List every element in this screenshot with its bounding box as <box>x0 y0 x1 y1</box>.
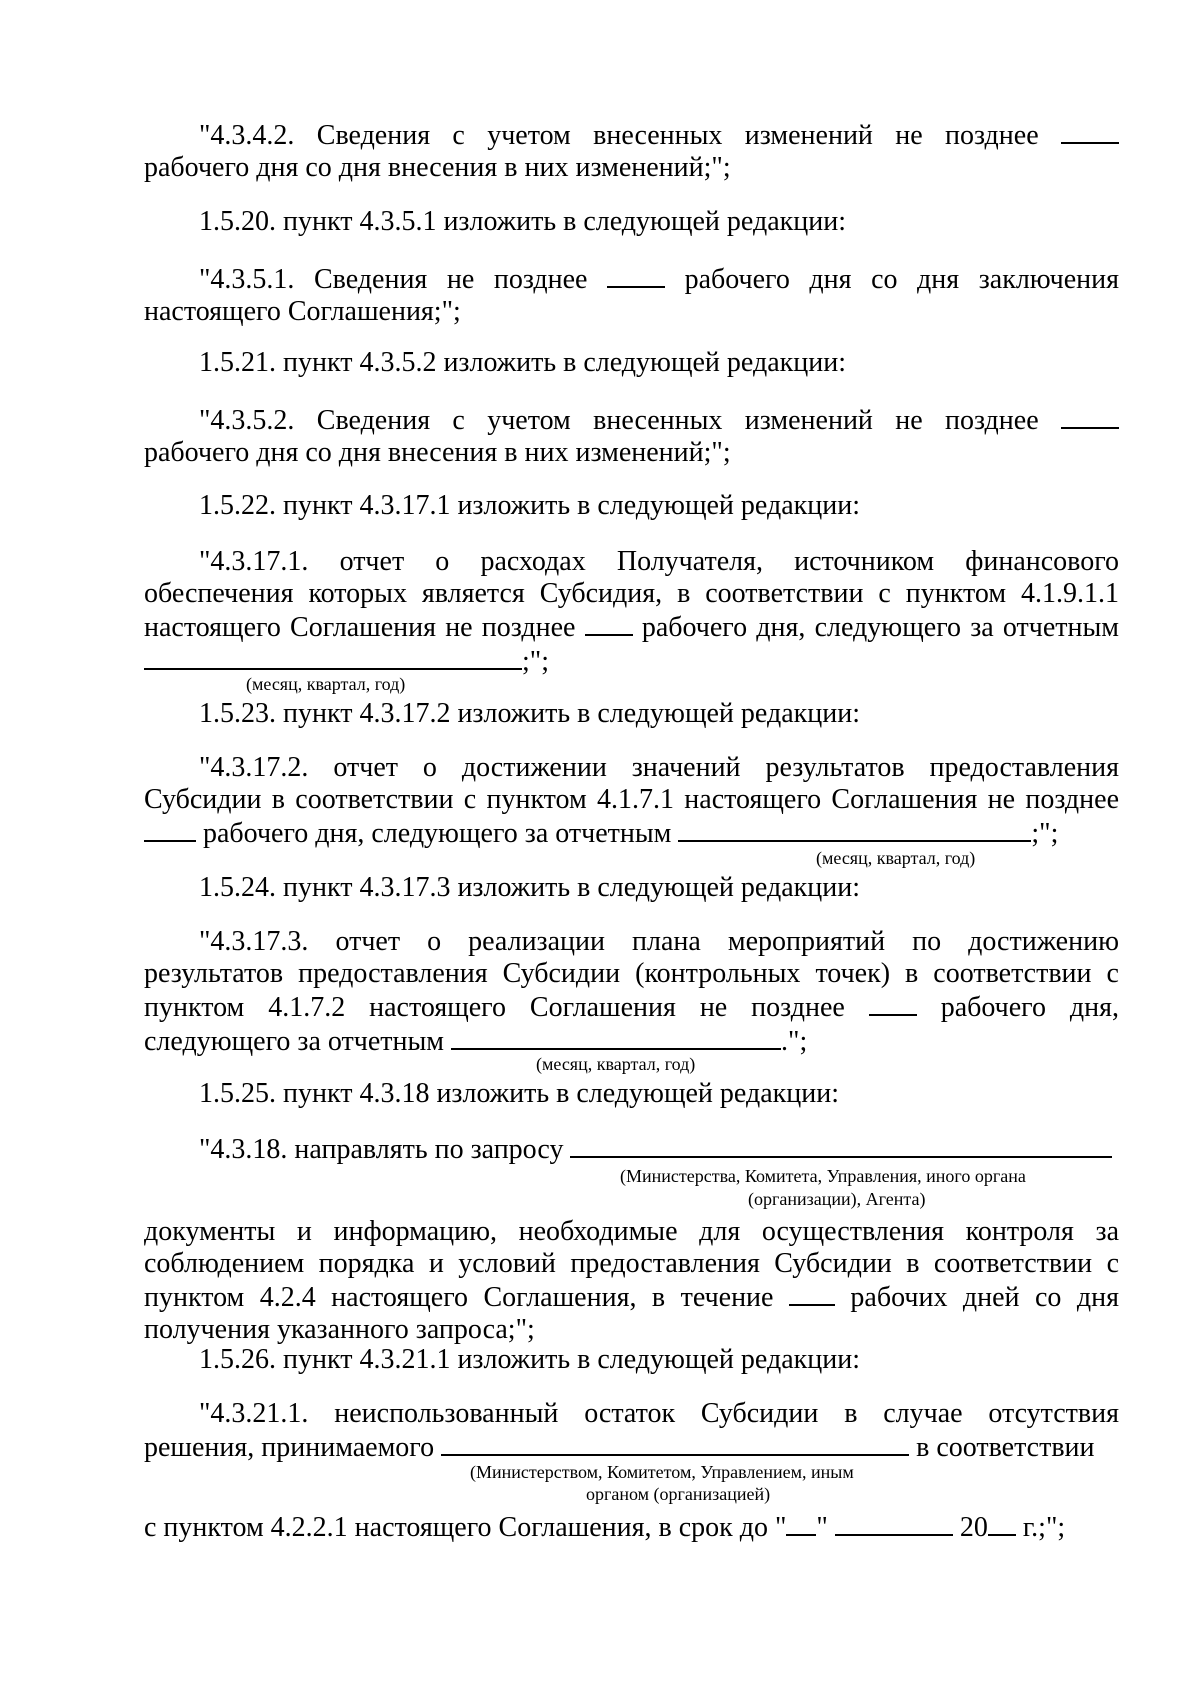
paragraph-4-3-21-1 <box>144 1398 1119 1464</box>
text: пунктом 4.1.7.2 настоящего Соглашения не позднее <box>144 992 845 1023</box>
text-line: "4.3.21.1. неиспользованный остаток Субсидии в случае отсутствия <box>199 1398 1119 1429</box>
text: " <box>816 1512 828 1543</box>
text: "4.3.18. направлять по запросу <box>199 1134 564 1165</box>
instruction-1-5-23 <box>144 698 1119 730</box>
text: в соответствии <box>916 1432 1095 1463</box>
text: 1.5.21. пункт 4.3.5.2 изложить в следующей редакции: <box>199 347 846 378</box>
blank-field <box>786 1510 816 1536</box>
text-line: "4.3.17.3. отчет о реализации плана мероприятий по достижению <box>199 926 1119 957</box>
paragraph-4-3-17-3 <box>144 926 1119 1058</box>
field-caption: (организации), Агента) <box>748 1189 926 1209</box>
blank-field <box>570 1132 1112 1158</box>
instruction-1-5-21 <box>144 347 1119 379</box>
field-caption: (Министерством, Комитетом, Управлением, иным <box>470 1462 854 1482</box>
paragraph-4-3-17-2 <box>144 752 1119 850</box>
instruction-1-5-20 <box>144 206 1119 238</box>
instruction-1-5-26 <box>144 1344 1119 1376</box>
text: рабочего дня, <box>940 992 1120 1023</box>
blank-field <box>1061 403 1119 429</box>
text-line <box>144 118 1119 152</box>
text-line: получения указанного запроса;"; <box>144 1314 535 1345</box>
text: "4.3.4.2. Сведения с учетом внесенных изменений не позднее <box>199 120 1039 151</box>
text-line <box>144 816 1119 850</box>
text-line <box>144 990 1119 1024</box>
text: 1.5.20. пункт 4.3.5.1 изложить в следующей редакции: <box>199 206 846 237</box>
text: рабочего дня, следующего за отчетным <box>203 818 672 849</box>
text: 1.5.25. пункт 4.3.18 изложить в следующей редакции: <box>199 1078 839 1109</box>
field-caption: (Министерства, Комитета, Управления, иного органа <box>620 1166 1026 1186</box>
text: пунктом 4.2.4 настоящего Соглашения, в течение <box>144 1282 774 1313</box>
text-line <box>144 1132 1119 1166</box>
text: рабочего дня, следующего за отчетным <box>641 612 1120 643</box>
text: ;"; <box>522 646 549 677</box>
blank-field <box>144 644 522 670</box>
text: ;"; <box>1031 818 1059 849</box>
instruction-1-5-25 <box>144 1078 1119 1110</box>
blank-field <box>441 1430 909 1456</box>
text: 1.5.23. пункт 4.3.17.2 изложить в следующей редакции: <box>199 698 860 729</box>
text-line: документы и информацию, необходимые для осуществления контроля за <box>144 1216 1119 1247</box>
text: г.;"; <box>1022 1512 1066 1543</box>
blank-field <box>869 990 917 1016</box>
text: 1.5.24. пункт 4.3.17.3 изложить в следующей редакции: <box>199 872 860 903</box>
text-line <box>144 644 1119 678</box>
text: рабочих дней со дня <box>850 1282 1120 1313</box>
blank-field <box>988 1510 1016 1536</box>
text: 1.5.22. пункт 4.3.17.1 изложить в следующей редакции: <box>199 490 860 521</box>
text: следующего за отчетным <box>144 1026 445 1057</box>
text-line: настоящего Соглашения;"; <box>144 296 461 327</box>
field-caption: (месяц, квартал, год) <box>816 848 976 868</box>
paragraph-4-3-17-1 <box>144 546 1119 678</box>
paragraph-4-3-5-1 <box>144 262 1119 328</box>
blank-field <box>607 262 665 288</box>
blank-field <box>835 1510 953 1536</box>
field-caption: (месяц, квартал, год) <box>246 674 406 694</box>
blank-field <box>1061 118 1119 144</box>
paragraph-4-3-5-2 <box>144 403 1119 469</box>
text-line: "4.3.17.1. отчет о расходах Получателя, источником финансового <box>199 546 1119 577</box>
text-line: рабочего дня со дня внесения в них изменений;"; <box>144 152 731 183</box>
text: настоящего Соглашения не позднее <box>144 612 576 643</box>
text-line: "4.3.17.2. отчет о достижении значений результатов предоставления <box>199 752 1119 783</box>
text-line <box>144 1280 1119 1314</box>
text: "4.3.5.1. Сведения не позднее <box>199 264 588 295</box>
text: с пунктом 4.2.2.1 настоящего Соглашения, в срок до " <box>144 1512 787 1543</box>
paragraph-4-3-4-2 <box>144 118 1119 184</box>
text: 20 <box>959 1512 988 1543</box>
text-line <box>144 1430 1119 1464</box>
text-line: рабочего дня со дня внесения в них изменений;"; <box>144 437 731 468</box>
text-line <box>144 403 1119 437</box>
text: "4.3.5.2. Сведения с учетом внесенных изменений не позднее <box>199 405 1039 436</box>
instruction-1-5-24 <box>144 872 1119 904</box>
paragraph-4-3-18 <box>144 1132 1119 1166</box>
text-line: результатов предоставления Субсидии (контрольных точек) в соответствии с <box>144 958 1119 989</box>
text: 1.5.26. пункт 4.3.21.1 изложить в следующей редакции: <box>199 1344 860 1375</box>
text-line: соблюдением порядка и условий предоставления Субсидии в соответствии с <box>144 1248 1119 1279</box>
blank-field <box>144 816 196 842</box>
text: рабочего дня со дня заключения <box>684 264 1120 295</box>
field-caption: органом (организацией) <box>586 1484 771 1504</box>
blank-field <box>451 1024 781 1050</box>
text-line: Субсидии в соответствии с пунктом 4.1.7.1 настоящего Соглашения не позднее <box>144 784 1119 815</box>
field-caption: (месяц, квартал, год) <box>536 1054 696 1074</box>
blank-field <box>789 1280 835 1306</box>
text-line: обеспечения которых является Субсидия, в соответствии с пунктом 4.1.9.1.1 <box>144 578 1119 609</box>
blank-field <box>585 610 633 636</box>
text: ."; <box>781 1026 808 1057</box>
text-line <box>144 1510 1119 1544</box>
paragraph-4-3-21-1-end <box>144 1510 1119 1544</box>
text-line <box>144 1024 1119 1058</box>
text-line <box>144 262 1119 296</box>
text-line <box>144 610 1119 644</box>
text: решения, принимаемого <box>144 1432 435 1463</box>
paragraph-4-3-18-body <box>144 1216 1119 1346</box>
blank-field <box>678 816 1031 842</box>
instruction-1-5-22 <box>144 490 1119 522</box>
